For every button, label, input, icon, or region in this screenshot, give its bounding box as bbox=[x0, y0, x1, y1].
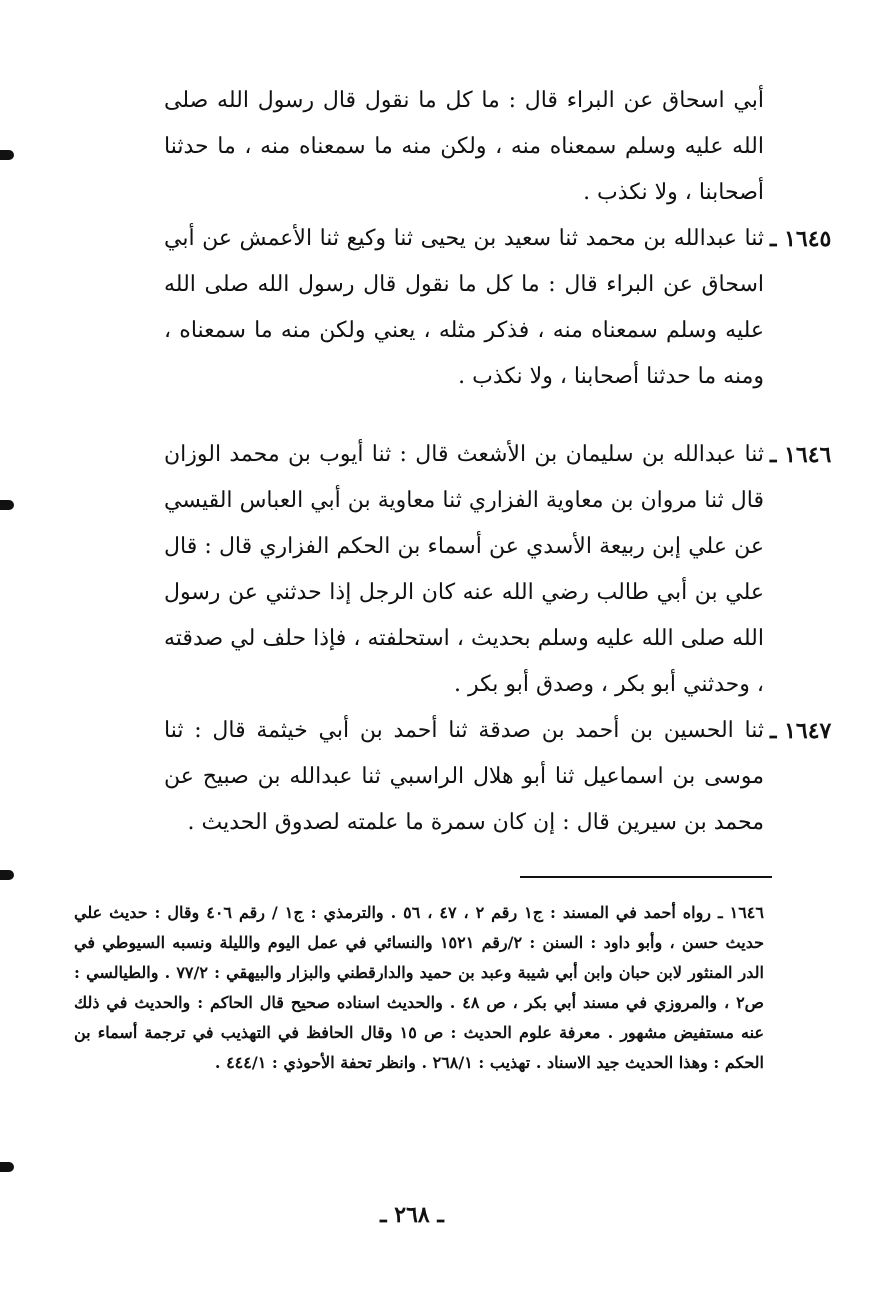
hadith-text: أبي اسحاق عن البراء قال : ما كل ما نقول قال رسول الله صلى الله عليه وسلم سمعناه منه ، ولكن منه ما سمعناه منه ، ما حدثنا أصحابنا ، ولا نكذب . bbox=[164, 88, 764, 205]
footnote-divider bbox=[520, 876, 772, 878]
footnote-text: ١٦٤٦ ـ رواه أحمد في المسند : ج١ رقم ٢ ، ٤٧ ، ٥٦ . والترمذي : ج١ / رقم ٤٠٦ وقال : حديث علي حديث حسن ، وأبو داود : السنن : ٢/رقم ١٥٢١ والنسائي في عمل اليوم والليلة ونسبه السيوطي في الدر المنثور لابن حبان وابن أبي شيبة وعبد بن حميد والدارقطني والبزار والبيهقي : ٧٧/٢ . والطيالسي : ص٢ ، والمروزي في مسند أبي بكر ، ص ٤٨ . والحديث اسناده صحيح قال الحاكم : والحديث في ذلك عنه مستفيض مشهور . معرفة علوم الحديث : ص ١٥ وقال الحافظ في التهذيب في ترجمة أسماء بن الحكم : وهذا الحديث جيد الاسناد . تهذيب : ٢٦٨/١ . وانظر تحفة الأحوذي : ٤٤٤/١ . bbox=[74, 903, 765, 1072]
hadith-1647 bbox=[164, 708, 832, 846]
margin-mark bbox=[0, 150, 14, 160]
hadith-text: ثنا الحسين بن أحمد بن صدقة ثنا أحمد بن أبي خيثمة قال : ثنا موسى بن اسماعيل ثنا أبو هلال الراسبي ثنا عبدالله بن صبيح عن محمد بن سيرين قال : إن كان سمرة ما علمته لصدوق الحديث . bbox=[164, 718, 764, 835]
hadith-number: ١٦٤٧ ـ bbox=[770, 718, 832, 744]
margin-mark bbox=[0, 500, 14, 510]
margin-mark bbox=[0, 1162, 14, 1172]
hadith-number: ١٦٤٥ ـ bbox=[770, 226, 832, 252]
page-number: ـ ٢٦٨ ـ bbox=[380, 1202, 444, 1228]
main-text bbox=[164, 78, 832, 846]
hadith-1646 bbox=[164, 432, 832, 708]
footnote bbox=[74, 898, 764, 1078]
hadith-number: ١٦٤٦ ـ bbox=[770, 442, 832, 468]
margin-mark bbox=[0, 870, 14, 880]
hadith-text: ثنا عبدالله بن محمد ثنا سعيد بن يحيى ثنا وكيع ثنا الأعمش عن أبي اسحاق عن البراء قال : ما كل ما نقول قال رسول الله صلى الله عليه وسلم سمعناه منه ، فذكر مثله ، يعني ولكن منه ما سمعناه ، ومنه ما حدثنا أصحابنا ، ولا نكذب . bbox=[164, 226, 764, 389]
hadith-1645 bbox=[164, 216, 832, 400]
hadith-continuation bbox=[164, 78, 764, 216]
hadith-text: ثنا عبدالله بن سليمان بن الأشعث قال : ثنا أيوب بن محمد الوزان قال ثنا مروان بن معاوية الفزاري ثنا معاوية بن أبي العباس القيسي عن علي إبن ربيعة الأسدي عن أسماء بن الحكم الفزاري قال : قال علي بن أبي طالب رضي الله عنه كان الرجل إذا حدثني عن رسول الله صلى الله عليه وسلم بحديث ، استحلفته ، فإذا حلف لي صدقته ، وحدثني أبو بكر ، وصدق أبو بكر . bbox=[164, 442, 764, 697]
paragraph-gap bbox=[164, 400, 764, 432]
